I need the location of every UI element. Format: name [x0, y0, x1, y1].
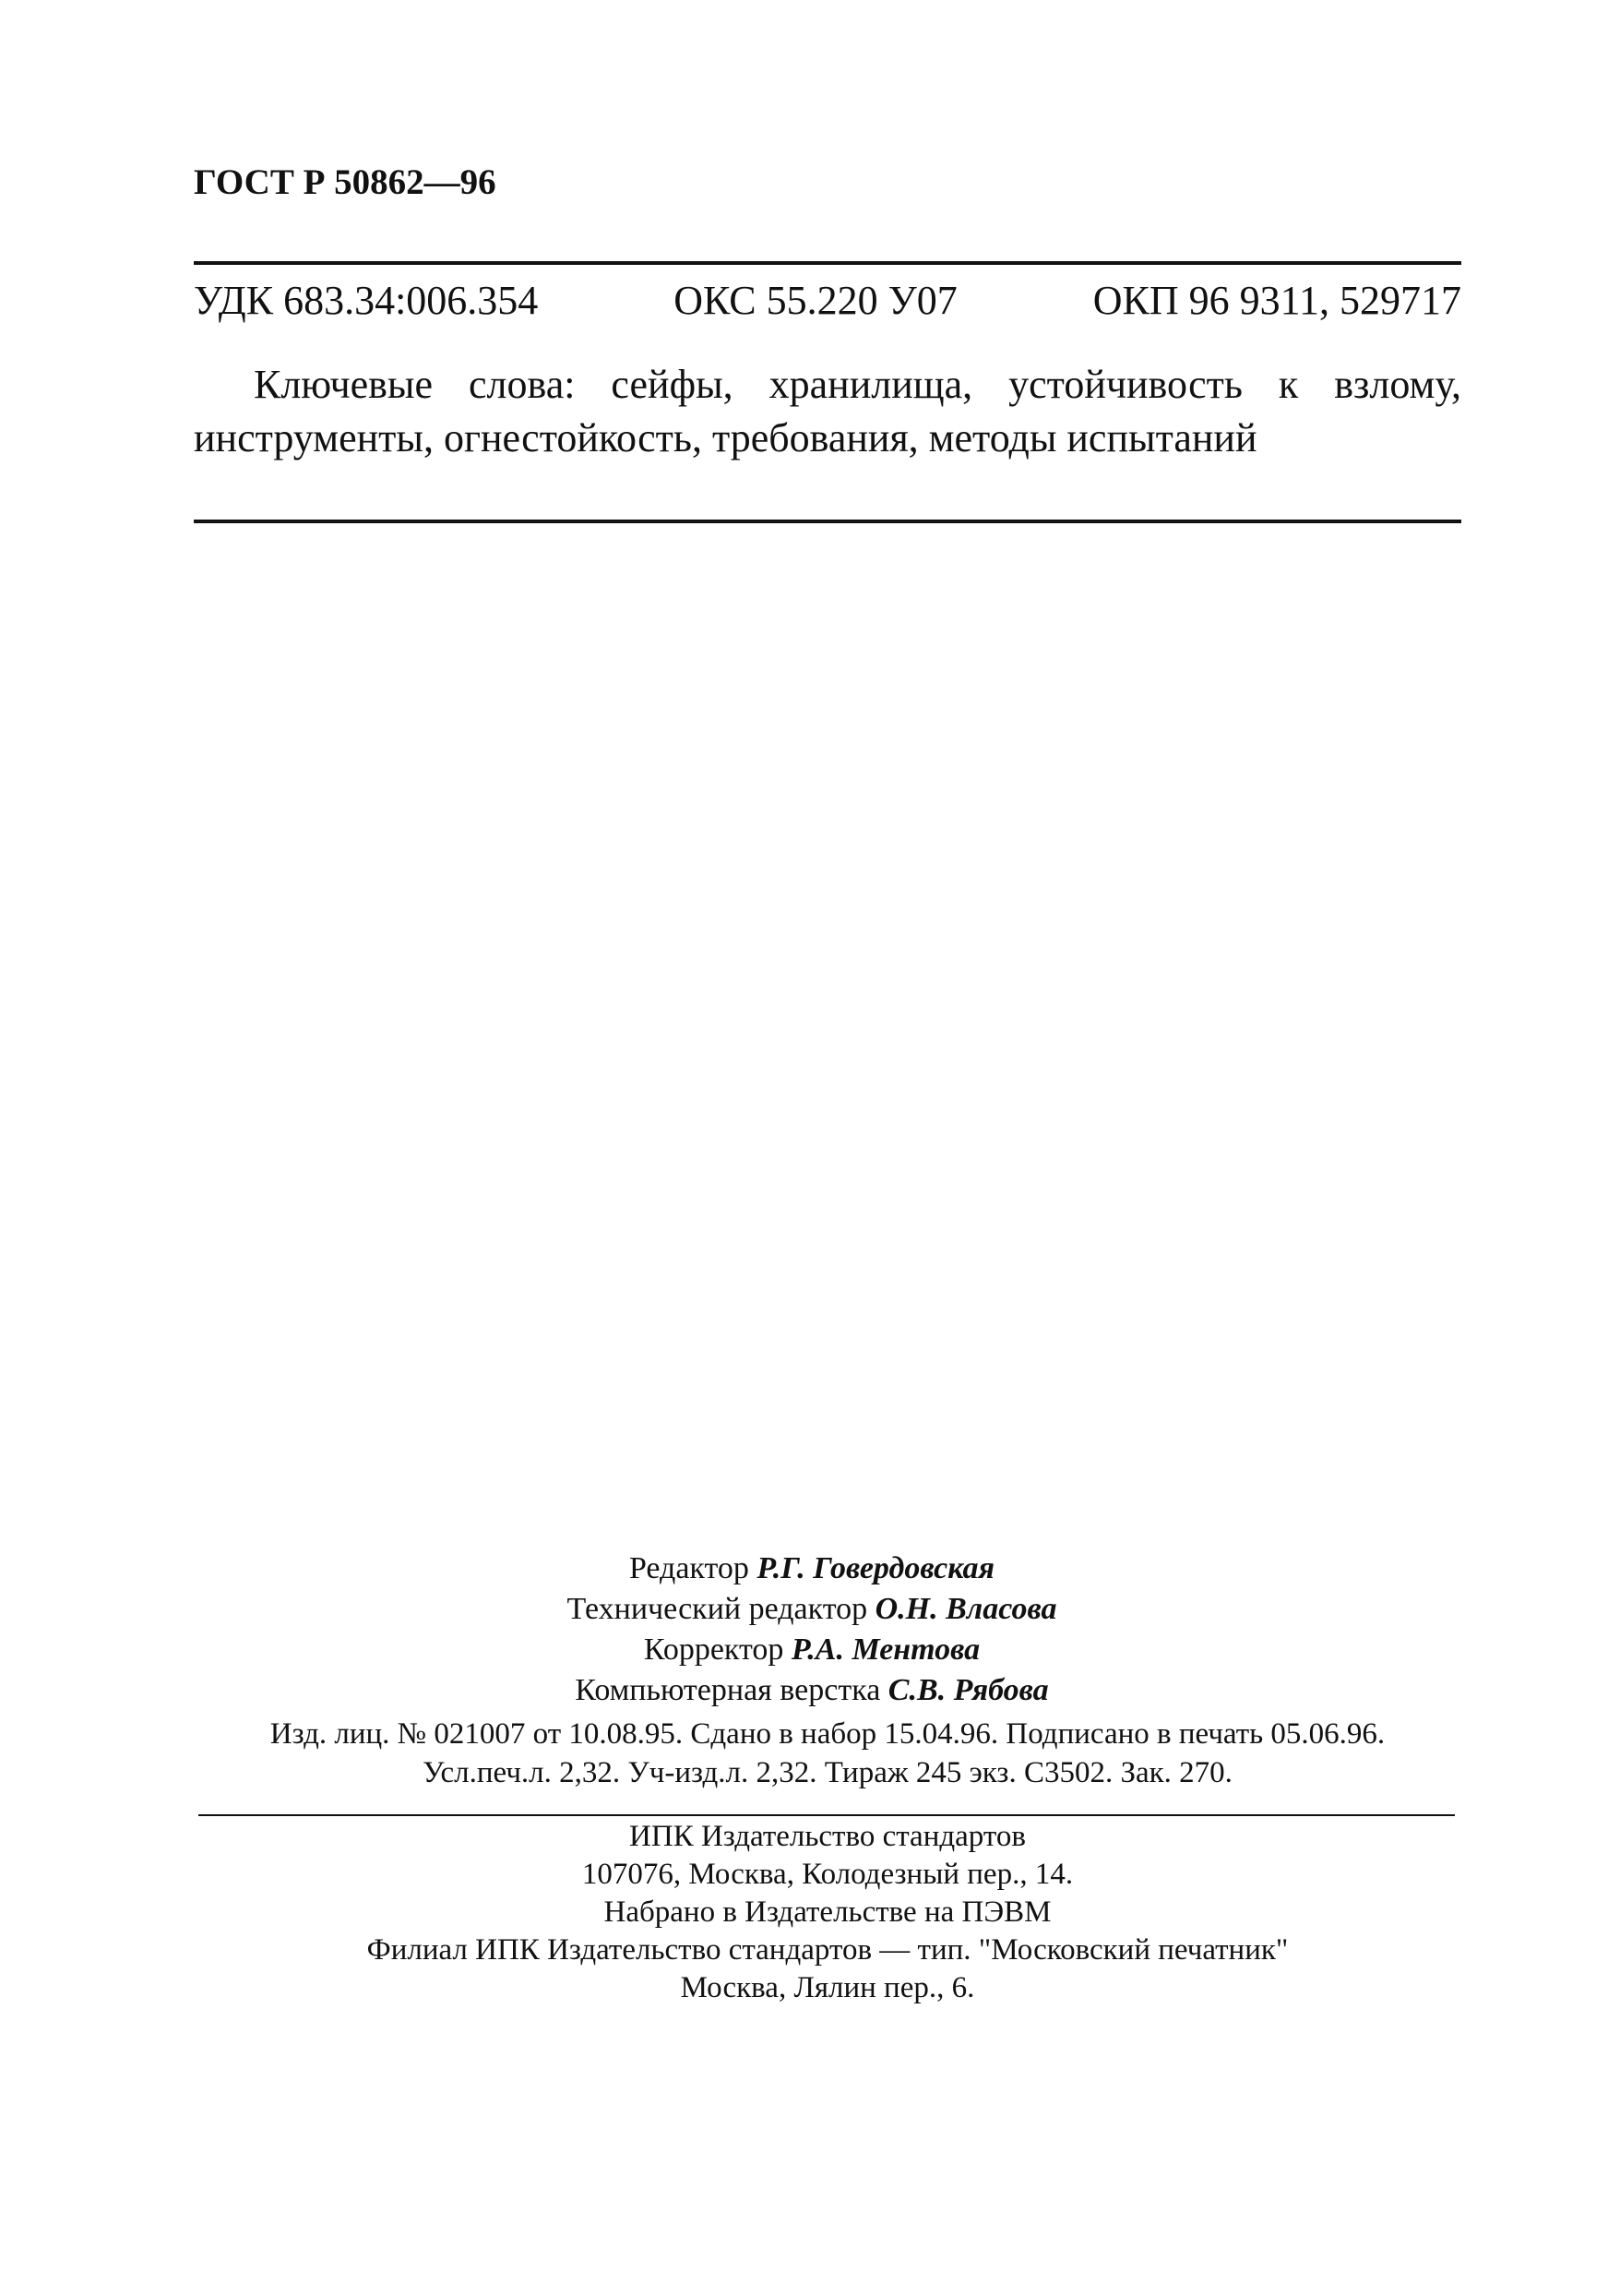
- publisher-line: 107076, Москва, Колодезный пер., 14.: [581, 1858, 1074, 1891]
- credit-person: С.В. Рябова: [887, 1673, 1049, 1707]
- imprint-line: Усл.печ.л. 2,32. Уч-изд.л. 2,32. Тираж 245 экз. С3502. Зак. 270.: [423, 1756, 1233, 1789]
- keywords-paragraph: Ключевые слова: сейфы, хранилища, устойчивость к взлому, инструменты, огнестойкость, требования, методы испытаний: [194, 362, 1461, 460]
- publisher-line: Филиал ИПК Издательство стандартов — тип. "Московский печатник": [366, 1933, 1289, 1967]
- keywords-divider: [194, 520, 1461, 523]
- publisher-line: Набрано в Издательстве на ПЭВМ: [603, 1895, 1052, 1929]
- credit-line-editor: [397, 1549, 1227, 1589]
- oks-code: ОКС 55.220 У07: [673, 278, 958, 323]
- top-divider: [194, 261, 1461, 265]
- publisher-line: ИПК Издательство стандартов: [629, 1820, 1026, 1853]
- credit-line-tech-editor: [397, 1589, 1227, 1630]
- credits-block: [397, 1549, 1227, 1711]
- credit-role: Корректор: [643, 1632, 784, 1667]
- credit-role: Компьютерная верстка: [575, 1673, 881, 1707]
- okp-code: ОКП 96 9311, 529717: [1092, 278, 1461, 323]
- document-code: ГОСТ Р 50862—96: [194, 162, 496, 202]
- imprint-line: Изд. лиц. № 021007 от 10.08.95. Сдано в набор 15.04.96. Подписано в печать 05.06.96.: [269, 1717, 1386, 1751]
- credit-role: Редактор: [628, 1551, 749, 1585]
- credit-person: О.Н. Власова: [875, 1592, 1057, 1626]
- credit-line-proofreader: [397, 1630, 1227, 1670]
- publisher-block: [194, 1818, 1461, 2007]
- credit-role: Технический редактор: [566, 1592, 868, 1626]
- classification-row: [194, 277, 1461, 324]
- credit-person: Р.А. Ментова: [791, 1632, 981, 1667]
- publisher-divider: [198, 1814, 1455, 1816]
- udk-code: УДК 683.34:006.354: [194, 278, 539, 323]
- credit-line-layout: [397, 1670, 1227, 1711]
- publisher-line: Москва, Лялин пер., 6.: [680, 1971, 975, 2004]
- credit-person: Р.Г. Говердовская: [756, 1551, 995, 1585]
- imprint-block: [194, 1715, 1461, 1792]
